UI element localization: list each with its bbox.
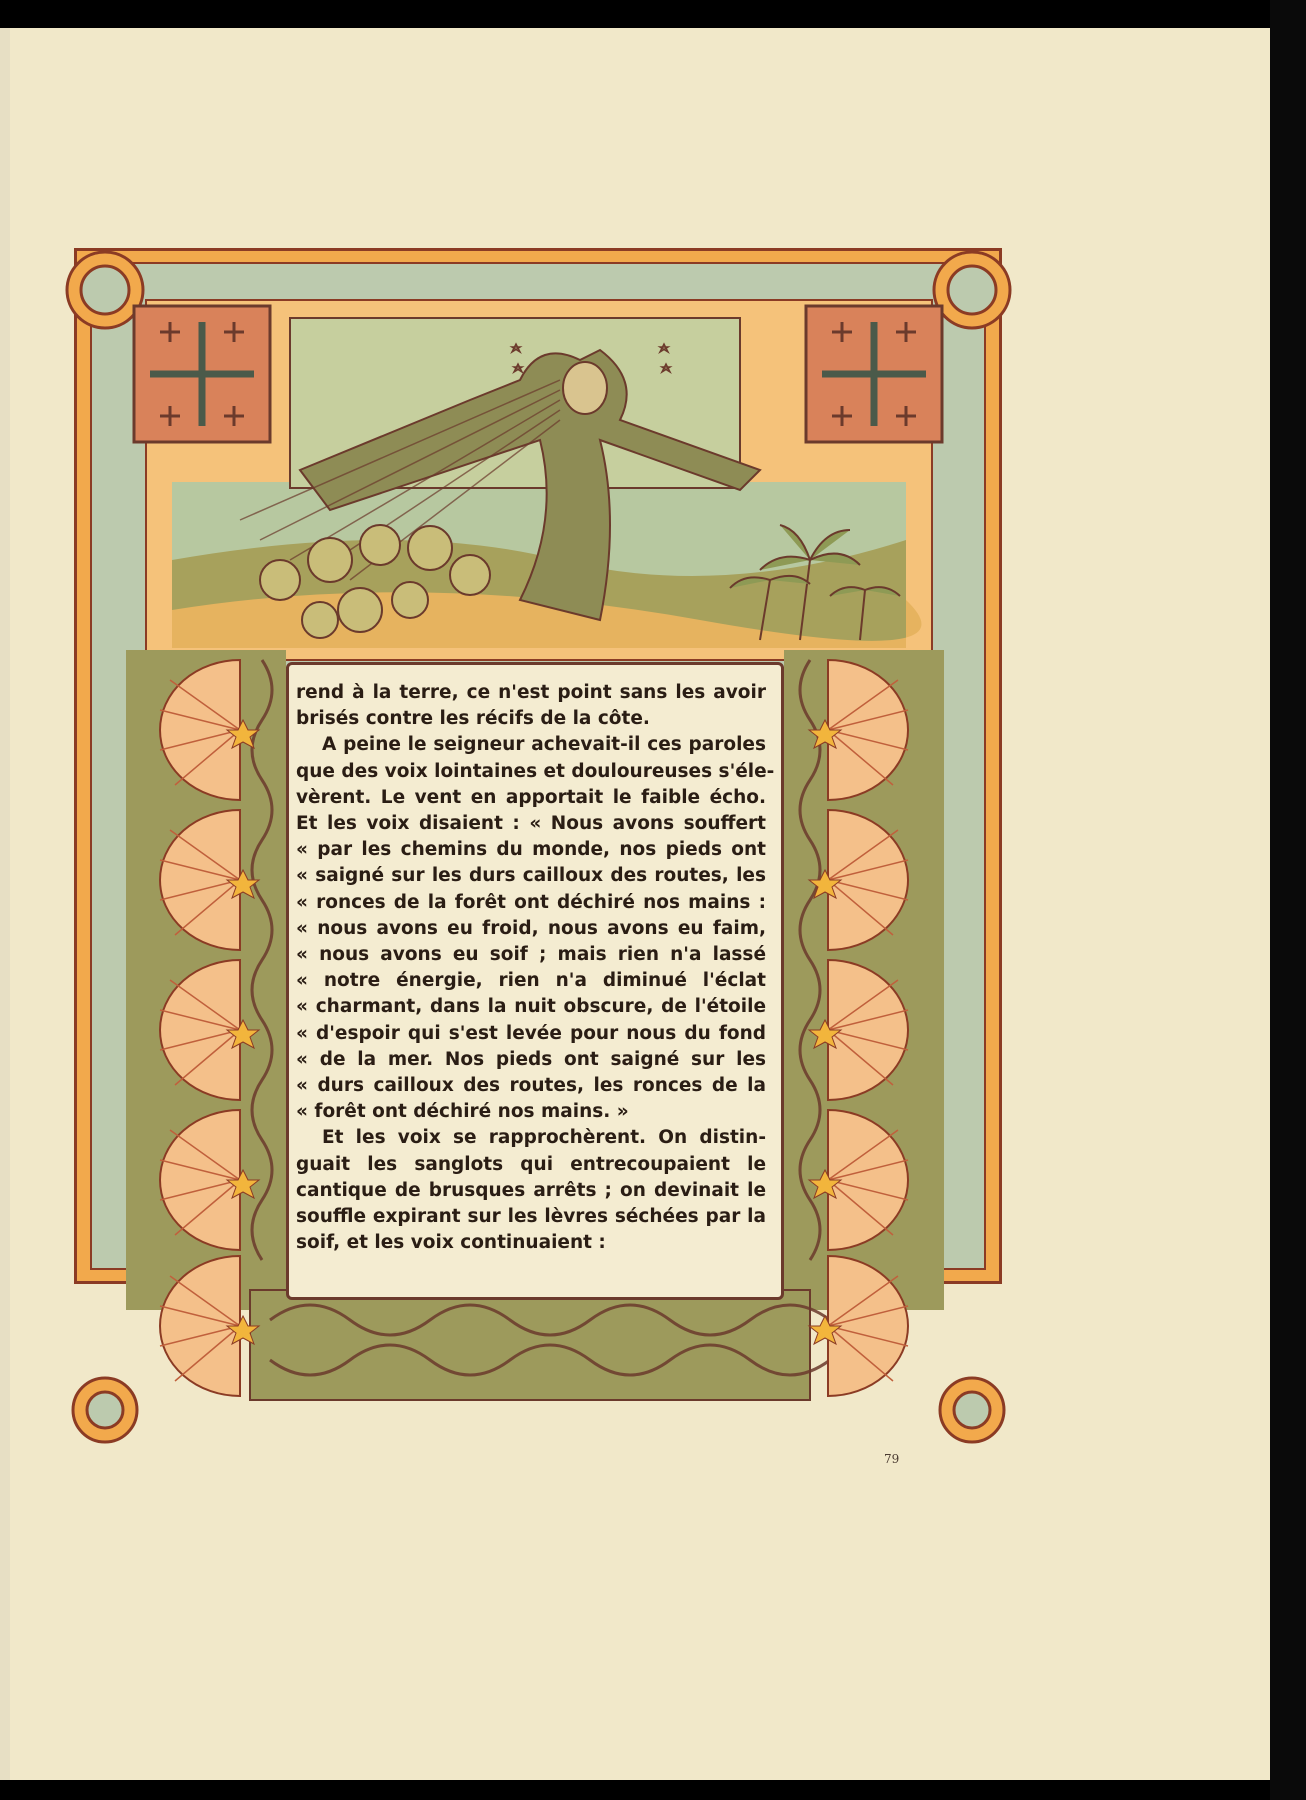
text-line: soif, et les voix continuaient : xyxy=(296,1232,606,1254)
text-line: « saigné sur les durs cailloux des routes, les xyxy=(296,865,766,887)
page-number: 79 xyxy=(884,1452,900,1466)
text-line: « d'espoir qui s'est levée pour nous du fond xyxy=(296,1022,766,1044)
text-line: que des voix lointaines et douloureuses s'éle- xyxy=(296,760,775,782)
text-line: Et les voix se rapprochèrent. On distin- xyxy=(322,1127,766,1149)
text-line: « par les chemins du monde, nos pieds ont xyxy=(296,839,766,861)
text-line: « nous avons eu froid, nous avons eu faim, xyxy=(296,917,766,939)
body-text xyxy=(296,680,775,1256)
text-line: « charmant, dans la nuit obscure, de l'étoile xyxy=(296,996,766,1018)
text-line: « notre énergie, rien n'a diminué l'éclat xyxy=(296,970,766,992)
text-line: Et les voix disaient : « Nous avons souffert xyxy=(296,813,766,835)
text-line: souffle expirant sur les lèvres séchées par la xyxy=(296,1206,766,1228)
text-line: « forêt ont déchiré nos mains. » xyxy=(296,1101,629,1123)
text-line: rend à la terre, ce n'est point sans les avoir xyxy=(296,682,766,703)
text-line: « durs cailloux des routes, les ronces de la xyxy=(296,1075,766,1097)
text-line: guait les sanglots qui entrecoupaient le xyxy=(296,1153,766,1175)
text-line: brisés contre les récifs de la côte. xyxy=(296,708,650,730)
text-line: « nous avons eu soif ; mais rien n'a lassé xyxy=(296,944,766,966)
text-line: « de la mer. Nos pieds ont saigné sur les xyxy=(296,1048,766,1070)
text-line: cantique de brusques arrêts ; on devinait le xyxy=(296,1179,766,1201)
text-line: vèrent. Le vent en apportait le faible écho. xyxy=(296,786,766,808)
text-line: A peine le seigneur achevait-il ces paroles xyxy=(322,734,766,756)
text-line: « ronces de la forêt ont déchiré nos mains : xyxy=(296,891,766,913)
